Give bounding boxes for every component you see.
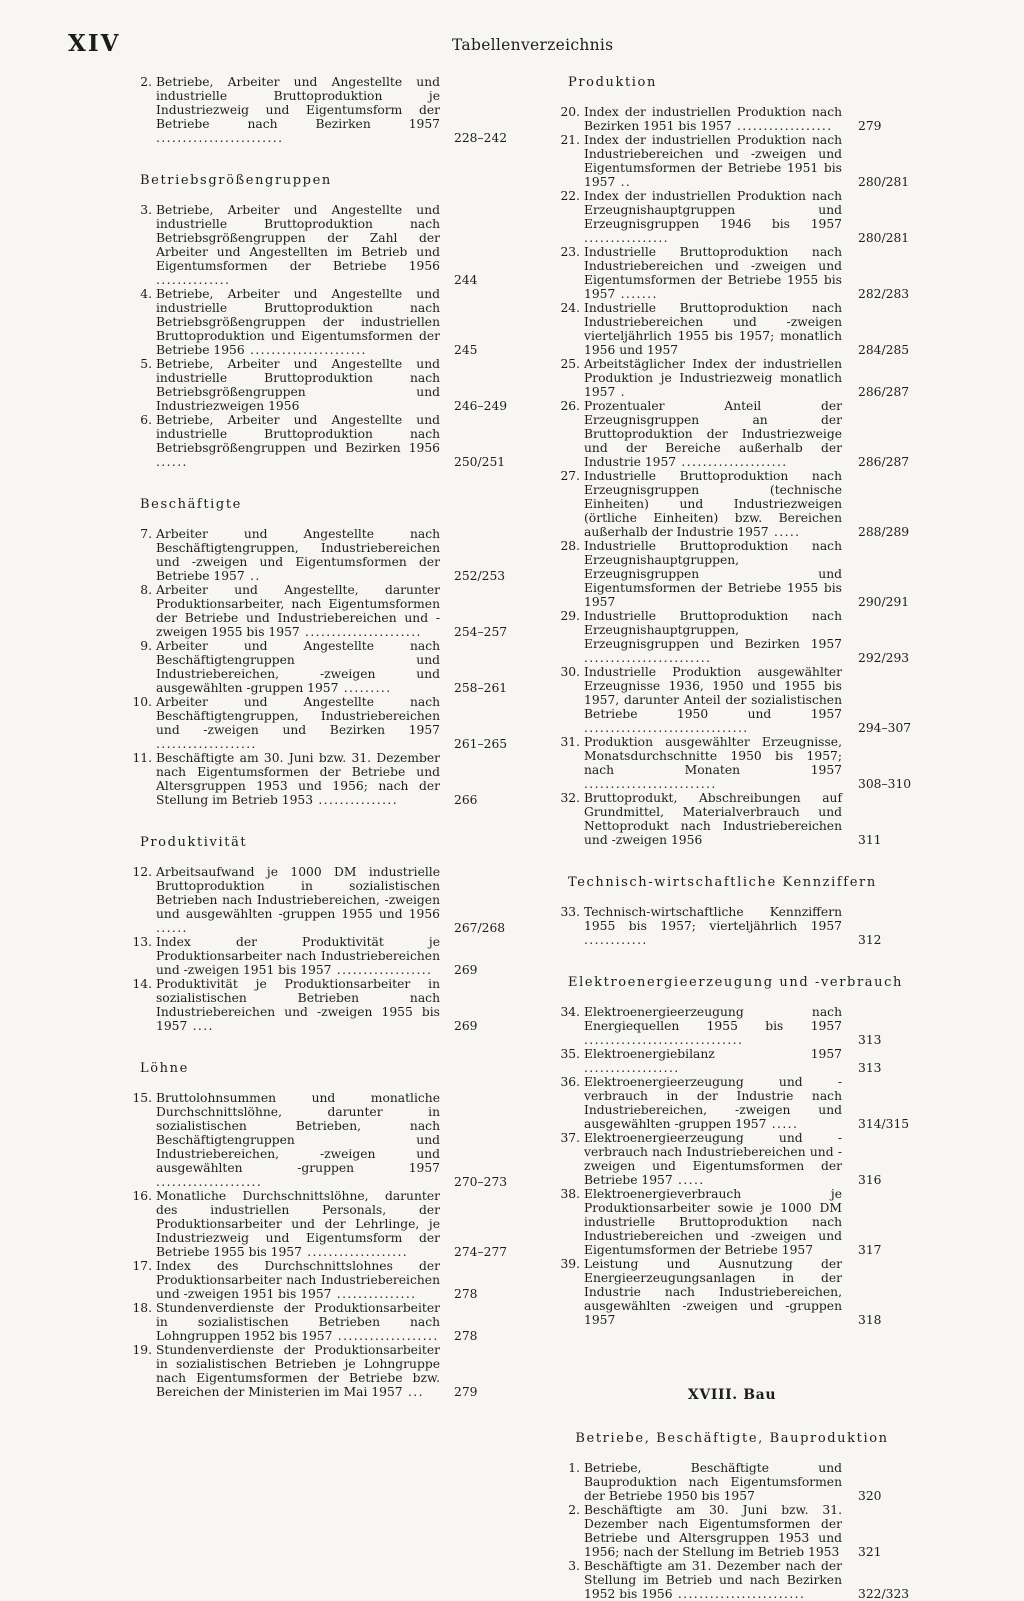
entry-title: Arbeiter und Angestellte nach Beschäftigtengruppen, Industriebereichen und -zweigen und Eigentumsformen der Betriebe 1957 [156, 527, 440, 583]
dot-leader: .................. [731, 119, 833, 133]
dot-leader: ................... [156, 737, 257, 751]
entry-text [584, 539, 846, 609]
entry-text [156, 1343, 444, 1399]
section-heading: Produktivität [140, 835, 248, 850]
toc-entry [556, 1461, 908, 1503]
entry-title: Elektroenergieerzeugung und -verbrauch nach Industriebereichen und -zweigen und Eigentumsformen der Betriebe 1957 [584, 1131, 842, 1187]
dot-leader: .................. [331, 963, 433, 977]
entry-text [156, 1259, 444, 1301]
entry-title: Index der industriellen Produktion nach Erzeugnishauptgruppen und Erzeugnisgruppen 1946 bis 1957 [584, 189, 842, 231]
toc-entry [556, 609, 908, 665]
toc-entry [556, 133, 908, 189]
entry-text [156, 357, 444, 413]
entry-page: 318 [858, 1313, 882, 1327]
entry-title: Elektroenergieverbrauch je Produktionsarbeiter sowie je 1000 DM industrielle Bruttoproduktion nach Industriebereichen und -zweigen und Eigentumsformen der Betriebe 1957 [584, 1187, 842, 1257]
toc-entry [128, 751, 506, 807]
entry-text [584, 1075, 846, 1131]
dot-leader: .................... [156, 1175, 263, 1189]
entry-number: 24. [560, 301, 580, 315]
entry-text [584, 735, 846, 791]
entry-text [156, 935, 444, 977]
entry-title: Index der Produktivität je Produktionsarbeiter nach Industriebereichen und -zweigen 1951 bis 1957 [156, 935, 440, 977]
entry-number: 7. [140, 527, 152, 541]
entry-title: Arbeitstäglicher Index der industriellen Produktion je Industriezweig monatlich 1957 [584, 357, 842, 399]
entry-text [156, 977, 444, 1033]
section-heading: Produktion [568, 75, 657, 90]
entry-page: 284/285 [858, 343, 910, 357]
dot-leader: ............... [331, 1287, 417, 1301]
entry-text [584, 245, 846, 301]
entry-page: 246–249 [454, 399, 508, 413]
entry-number: 9. [140, 639, 152, 653]
entry-title: Index der industriellen Produktion nach Industriebereichen und -zweigen und Eigentumsformen der Betriebe 1951 bis 1957 [584, 133, 842, 189]
entry-number: 27. [560, 469, 580, 483]
toc-section [128, 497, 506, 807]
entry-text [156, 1189, 444, 1259]
toc-entry [128, 639, 506, 695]
entry-number: 19. [132, 1343, 152, 1357]
toc-entry [556, 399, 908, 469]
entry-title: Produktivität je Produktionsarbeiter in sozialistischen Betrieben nach Industriebereichen und -zweigen 1955 bis 1957 [156, 977, 440, 1033]
entry-page: 250/251 [454, 455, 506, 469]
entry-page: 267/268 [454, 921, 506, 935]
entry-text [156, 1091, 444, 1189]
entry-page: 290/291 [858, 595, 910, 609]
entry-title: Produktion ausgewählter Erzeugnisse, Monatsdurchschnitte 1950 bis 1957; nach Monaten 1957 [584, 735, 842, 777]
toc-entry [556, 189, 908, 245]
entry-text [584, 1005, 846, 1047]
toc-section [128, 1061, 506, 1399]
entry-title: Industrielle Bruttoproduktion nach Industriebereichen und -zweigen vierteljährlich 1955 bis 1957; monatlich 1956 und 1957 [584, 301, 842, 357]
dot-leader: ...... [156, 921, 188, 935]
toc-entry [128, 357, 506, 413]
entry-page: 261–265 [454, 737, 508, 751]
entry-text [584, 301, 846, 357]
entry-number: 12. [132, 865, 152, 879]
entry-number: 39. [560, 1257, 580, 1271]
entry-text [584, 133, 846, 189]
entry-text [584, 357, 846, 399]
entry-number: 28. [560, 539, 580, 553]
entry-page: 308–310 [858, 777, 912, 791]
entry-text [584, 609, 846, 665]
toc-section [556, 1387, 908, 1601]
entry-number: 10. [132, 695, 152, 709]
entry-text [584, 1503, 846, 1559]
entry-title: Betriebe, Arbeiter und Angestellte und industrielle Bruttoproduktion je Industriezweig und Eigentumsform der Betriebe nach Bezirken 1957 [156, 75, 440, 131]
entry-page: 258–261 [454, 681, 508, 695]
section-heading: Elektroenergieerzeugung und -verbrauch [568, 975, 903, 990]
left-column [128, 75, 506, 1399]
dot-leader: ............................... [584, 721, 749, 735]
entry-number: 34. [560, 1005, 580, 1019]
entry-number: 8. [140, 583, 152, 597]
toc-section [556, 875, 908, 947]
entry-page: 294–307 [858, 721, 912, 735]
entry-number: 13. [132, 935, 152, 949]
entry-text [584, 189, 846, 245]
entry-text [156, 583, 444, 639]
toc-entry [556, 791, 908, 847]
entry-title: Beschäftigte am 31. Dezember nach der Stellung im Betrieb und nach Bezirken 1952 bis 1956 [584, 1559, 842, 1601]
entry-text [584, 905, 846, 947]
toc-entry [556, 1559, 908, 1601]
toc-entry [128, 527, 506, 583]
entry-title: Beschäftigte am 30. Juni bzw. 31. Dezember nach Eigentumsformen der Betriebe und Altersgruppen 1953 und 1956; nach der Stellung im Betrieb 1953 [156, 751, 440, 807]
dot-leader: ............... [313, 793, 399, 807]
entry-number: 25. [560, 357, 580, 371]
entry-title: Elektroenergieerzeugung nach Energiequellen 1955 bis 1957 [584, 1005, 842, 1033]
entry-title: Betriebe, Arbeiter und Angestellte und industrielle Bruttoproduktion nach Betriebsgrößengruppen der Zahl der Arbeiter und Angestellten im Betrieb und Eigentumsformen der Betriebe 1956 [156, 203, 440, 273]
entry-text [584, 469, 846, 539]
entry-page: 292/293 [858, 651, 910, 665]
entry-title: Industrielle Bruttoproduktion nach Erzeugnishauptgruppen, Erzeugnisgruppen und Bezirken 1957 [584, 609, 842, 651]
entry-title: Beschäftigte am 30. Juni bzw. 31. Dezember nach Eigentumsformen der Betriebe und Altersgruppen 1953 und 1956; nach der Stellung im Betrieb 1953 [584, 1503, 842, 1559]
entry-page: 278 [454, 1329, 478, 1343]
entry-number: 1. [568, 1461, 580, 1475]
entry-number: 4. [140, 287, 152, 301]
toc-entry [128, 1189, 506, 1259]
toc-entry [128, 1091, 506, 1189]
entry-text [584, 665, 846, 735]
entry-text [584, 1187, 846, 1257]
dot-leader: ....... [615, 287, 658, 301]
entry-text [584, 1461, 846, 1503]
entry-page: 282/283 [858, 287, 910, 301]
dot-leader: ......... [338, 681, 392, 695]
entry-text [156, 413, 444, 469]
toc-section [128, 173, 506, 469]
entry-number: 14. [132, 977, 152, 991]
entry-title: Betriebe, Arbeiter und Angestellte und industrielle Bruttoproduktion nach Betriebsgrößengruppen und Bezirken 1956 [156, 413, 440, 455]
toc-entry [556, 1187, 908, 1257]
entry-title: Arbeiter und Angestellte nach Beschäftigtengruppen, Industriebereichen und -zweigen und Bezirken 1957 [156, 695, 440, 737]
entry-number: 29. [560, 609, 580, 623]
toc-entry [556, 1047, 908, 1075]
toc-entry [128, 695, 506, 751]
toc-entry [128, 1301, 506, 1343]
entry-text [584, 399, 846, 469]
entry-page: 269 [454, 963, 478, 977]
dot-leader: ..... [672, 1173, 705, 1187]
toc-entry [128, 583, 506, 639]
entry-page: 312 [858, 933, 882, 947]
entry-page: 316 [858, 1173, 882, 1187]
entry-page: 314/315 [858, 1117, 910, 1131]
toc-section [128, 835, 506, 1033]
entry-title: Stundenverdienste der Produktionsarbeiter in sozialistischen Betrieben je Lohngruppe nach Eigentumsformen der Betriebe bzw. Bereichen der Ministerien im Mai 1957 [156, 1343, 440, 1399]
toc-entry [128, 1343, 506, 1399]
entry-text [156, 865, 444, 935]
dot-leader: ................ [584, 231, 669, 245]
page-title: Tabellenverzeichnis [452, 36, 614, 54]
entry-title: Stundenverdienste der Produktionsarbeiter in sozialistischen Betrieben nach Lohngruppen 1952 bis 1957 [156, 1301, 440, 1343]
toc-entry [556, 905, 908, 947]
entry-title: Leistung und Ausnutzung der Energieerzeugungsanlagen in der Industrie nach Industriebereichen, ausgewählten -zweigen und -gruppen 1957 [584, 1257, 842, 1327]
toc-entry [556, 1005, 908, 1047]
toc-entry [128, 287, 506, 357]
toc-entry [556, 735, 912, 791]
entry-title: Arbeiter und Angestellte, darunter Produktionsarbeiter, nach Eigentumsformen der Betriebe und Industriebereichen und -zweigen 1955 bis 1957 [156, 583, 440, 639]
entry-title: Prozentualer Anteil der Erzeugnisgruppen an der Bruttoproduktion der Industriezweige und der Bereiche außerhalb der Industrie 1957 [584, 399, 842, 469]
entry-number: 2. [568, 1503, 580, 1517]
entry-page: 274–277 [454, 1245, 508, 1259]
dot-leader: ............ [584, 933, 648, 947]
toc-entry [556, 539, 908, 609]
entry-page: 244 [454, 273, 478, 287]
toc-entry [128, 75, 506, 145]
entry-text [156, 695, 444, 751]
entry-page: 266 [454, 793, 478, 807]
toc-entry [556, 1257, 908, 1327]
dot-leader: ................... [332, 1329, 439, 1343]
dot-leader: .. [615, 175, 632, 189]
entry-title: Arbeitsaufwand je 1000 DM industrielle Bruttoproduktion in sozialistischen Betrieben nach Industriebereichen, -zweigen und ausgewählten -gruppen 1955 und 1956 [156, 865, 440, 921]
dot-leader: ...................... [244, 343, 367, 357]
entry-page: 280/281 [858, 231, 910, 245]
entry-page: 228–242 [454, 131, 508, 145]
toc-entry [128, 865, 506, 935]
entry-page: 245 [454, 343, 478, 357]
entry-number: 17. [132, 1259, 152, 1273]
entry-number: 15. [132, 1091, 152, 1105]
entry-page: 313 [858, 1033, 882, 1047]
entry-text [156, 1301, 444, 1343]
entry-text [156, 287, 444, 357]
entry-page: 279 [858, 119, 882, 133]
dot-leader: ........................ [672, 1587, 806, 1601]
dot-leader: .................... [676, 455, 788, 469]
section-heading: Betriebsgrößengruppen [140, 173, 332, 188]
toc-entry [556, 469, 908, 539]
entry-page: 322/323 [858, 1587, 910, 1601]
entry-title: Index des Durchschnittslohnes der Produktionsarbeiter nach Industriebereichen und -zweigen 1951 bis 1957 [156, 1259, 440, 1301]
entry-page: 279 [454, 1385, 478, 1399]
entry-page: 286/287 [858, 385, 910, 399]
section-heading: Beschäftigte [140, 497, 242, 512]
toc-entry [128, 1259, 506, 1301]
dot-leader: ................... [301, 1245, 409, 1259]
entry-number: 23. [560, 245, 580, 259]
toc-entry [128, 977, 506, 1033]
entry-number: 3. [140, 203, 152, 217]
entry-text [156, 639, 444, 695]
entry-number: 35. [560, 1047, 580, 1061]
entry-title: Arbeiter und Angestellte nach Beschäftigtengruppen und Industriebereichen, -zweigen und ausgewählten -gruppen 1957 [156, 639, 440, 695]
entry-number: 30. [560, 665, 580, 679]
entry-number: 6. [140, 413, 152, 427]
entry-page: 321 [858, 1545, 882, 1559]
section-heading: Technisch-wirtschaftliche Kennziffern [568, 875, 877, 890]
dot-leader: ..... [768, 525, 801, 539]
entry-title: Monatliche Durchschnittslöhne, darunter des industriellen Personals, der Produktionsarbeiter und der Lehrlinge, je Industriezweig und Eigentumsform der Betriebe 1955 bis 1957 [156, 1189, 440, 1259]
toc-section [556, 975, 908, 1327]
entry-page: 252/253 [454, 569, 506, 583]
toc-entry [128, 413, 506, 469]
entry-text [584, 1257, 846, 1327]
entry-text [156, 75, 444, 145]
toc-entry [128, 203, 506, 287]
entry-number: 36. [560, 1075, 580, 1089]
entry-page: 280/281 [858, 175, 910, 189]
entry-title: Betriebe, Beschäftigte und Bauproduktion nach Eigentumsformen der Betriebe 1950 bis 1957 [584, 1461, 842, 1503]
dot-leader: . [615, 385, 626, 399]
entry-title: Technisch-wirtschaftliche Kennziffern 1955 bis 1957; vierteljährlich 1957 [584, 905, 842, 933]
page-header [0, 30, 1024, 60]
entry-title: Index der industriellen Produktion nach Bezirken 1951 bis 1957 [584, 105, 842, 133]
entry-page: 311 [858, 833, 882, 847]
section-heading: Betriebe, Beschäftigte, Bauproduktion [575, 1431, 889, 1446]
entry-title: Elektroenergiebilanz 1957 [584, 1047, 842, 1061]
entry-text [584, 1131, 846, 1187]
entry-number: 32. [560, 791, 580, 805]
entry-page: 254–257 [454, 625, 508, 639]
entry-title: Industrielle Bruttoproduktion nach Erzeugnishauptgruppen, Erzeugnisgruppen und Eigentumsformen der Betriebe 1955 bis 1957 [584, 539, 842, 609]
entry-text [584, 105, 846, 133]
entry-page: 286/287 [858, 455, 910, 469]
entry-number: 26. [560, 399, 580, 413]
toc-entry [556, 245, 908, 301]
entry-number: 37. [560, 1131, 580, 1145]
dot-leader: ........................ [156, 131, 284, 145]
entry-number: 2. [140, 75, 152, 89]
dot-leader: ..... [766, 1117, 799, 1131]
entry-text [584, 791, 846, 847]
entry-number: 5. [140, 357, 152, 371]
toc-entry [556, 105, 908, 133]
dot-leader: ......................... [584, 777, 717, 791]
entry-text [156, 203, 444, 287]
dot-leader: ... [402, 1385, 424, 1399]
entry-title: Industrielle Bruttoproduktion nach Industriebereichen und -zweigen und Eigentumsformen der Betriebe 1955 bis 1957 [584, 245, 842, 301]
toc-entry [556, 357, 908, 399]
toc-entry [556, 301, 908, 357]
entry-page: 320 [858, 1489, 882, 1503]
entry-page: 278 [454, 1287, 478, 1301]
dot-leader: .... [187, 1019, 214, 1033]
entry-title: Bruttolohnsummen und monatliche Durchschnittslöhne, darunter in sozialistischen Betrieben, nach Beschäftigtengruppen und Industriebereichen, -zweigen und ausgewählten -gruppen 1957 [156, 1091, 440, 1175]
section-heading: Löhne [140, 1061, 189, 1076]
entry-text [156, 527, 444, 583]
entry-number: 20. [560, 105, 580, 119]
entry-number: 21. [560, 133, 580, 147]
dot-leader: ...... [156, 455, 188, 469]
toc-entry [556, 1503, 908, 1559]
entry-title: Bruttoprodukt, Abschreibungen auf Grundmittel, Materialverbrauch und Nettoprodukt nach Industriebereichen und -zweigen 1956 [584, 791, 842, 847]
entry-number: 38. [560, 1187, 580, 1201]
toc-entry [556, 665, 912, 735]
entry-number: 3. [568, 1559, 580, 1573]
chapter-title: XVIII. Bau [687, 1387, 777, 1403]
dot-leader: .............. [156, 273, 231, 287]
page-number: XIV [68, 30, 121, 57]
entry-page: 313 [858, 1061, 882, 1075]
toc-entry [128, 935, 506, 977]
entry-number: 33. [560, 905, 580, 919]
entry-page: 269 [454, 1019, 478, 1033]
entry-title: Industrielle Produktion ausgewählter Erzeugnisse 1936, 1950 und 1955 bis 1957, darunter Anteil der sozialistischen Betriebe 1950 und 1957 [584, 665, 842, 721]
entry-number: 18. [132, 1301, 152, 1315]
entry-title: Elektroenergieerzeugung und -verbrauch in der Industrie nach Industriebereichen, -zweigen und ausgewählten -gruppen 1957 [584, 1075, 842, 1131]
toc-entry [556, 1075, 908, 1131]
dot-leader: ...................... [299, 625, 422, 639]
dot-leader: .............................. [584, 1033, 744, 1047]
entry-title: Betriebe, Arbeiter und Angestellte und industrielle Bruttoproduktion nach Betriebsgrößengruppen der industriellen Bruttoproduktion und Eigentumsformen der Betriebe 1956 [156, 287, 440, 357]
dot-leader: .. [244, 569, 261, 583]
entry-title: Betriebe, Arbeiter und Angestellte und industrielle Bruttoproduktion nach Betriebsgrößengruppen und Industriezweigen 1956 [156, 357, 440, 413]
entry-text [156, 751, 444, 807]
entry-page: 317 [858, 1243, 882, 1257]
entry-number: 31. [560, 735, 580, 749]
toc-entry [556, 1131, 908, 1187]
entry-page: 270–273 [454, 1175, 508, 1189]
toc-section [556, 75, 912, 847]
entry-title: Industrielle Bruttoproduktion nach Erzeugnisgruppen (technische Einheiten) und Industriezweigen (örtliche Einheiten) bzw. Bereichen außerhalb der Industrie 1957 [584, 469, 842, 539]
entry-page: 288/289 [858, 525, 910, 539]
entry-number: 22. [560, 189, 580, 203]
toc-section [128, 75, 506, 145]
dot-leader: ........................ [584, 651, 712, 665]
entry-text [584, 1559, 846, 1601]
entry-number: 11. [132, 751, 152, 765]
entry-number: 16. [132, 1189, 152, 1203]
dot-leader: .................. [584, 1061, 680, 1075]
entry-text [584, 1047, 846, 1075]
right-column [556, 75, 912, 1601]
